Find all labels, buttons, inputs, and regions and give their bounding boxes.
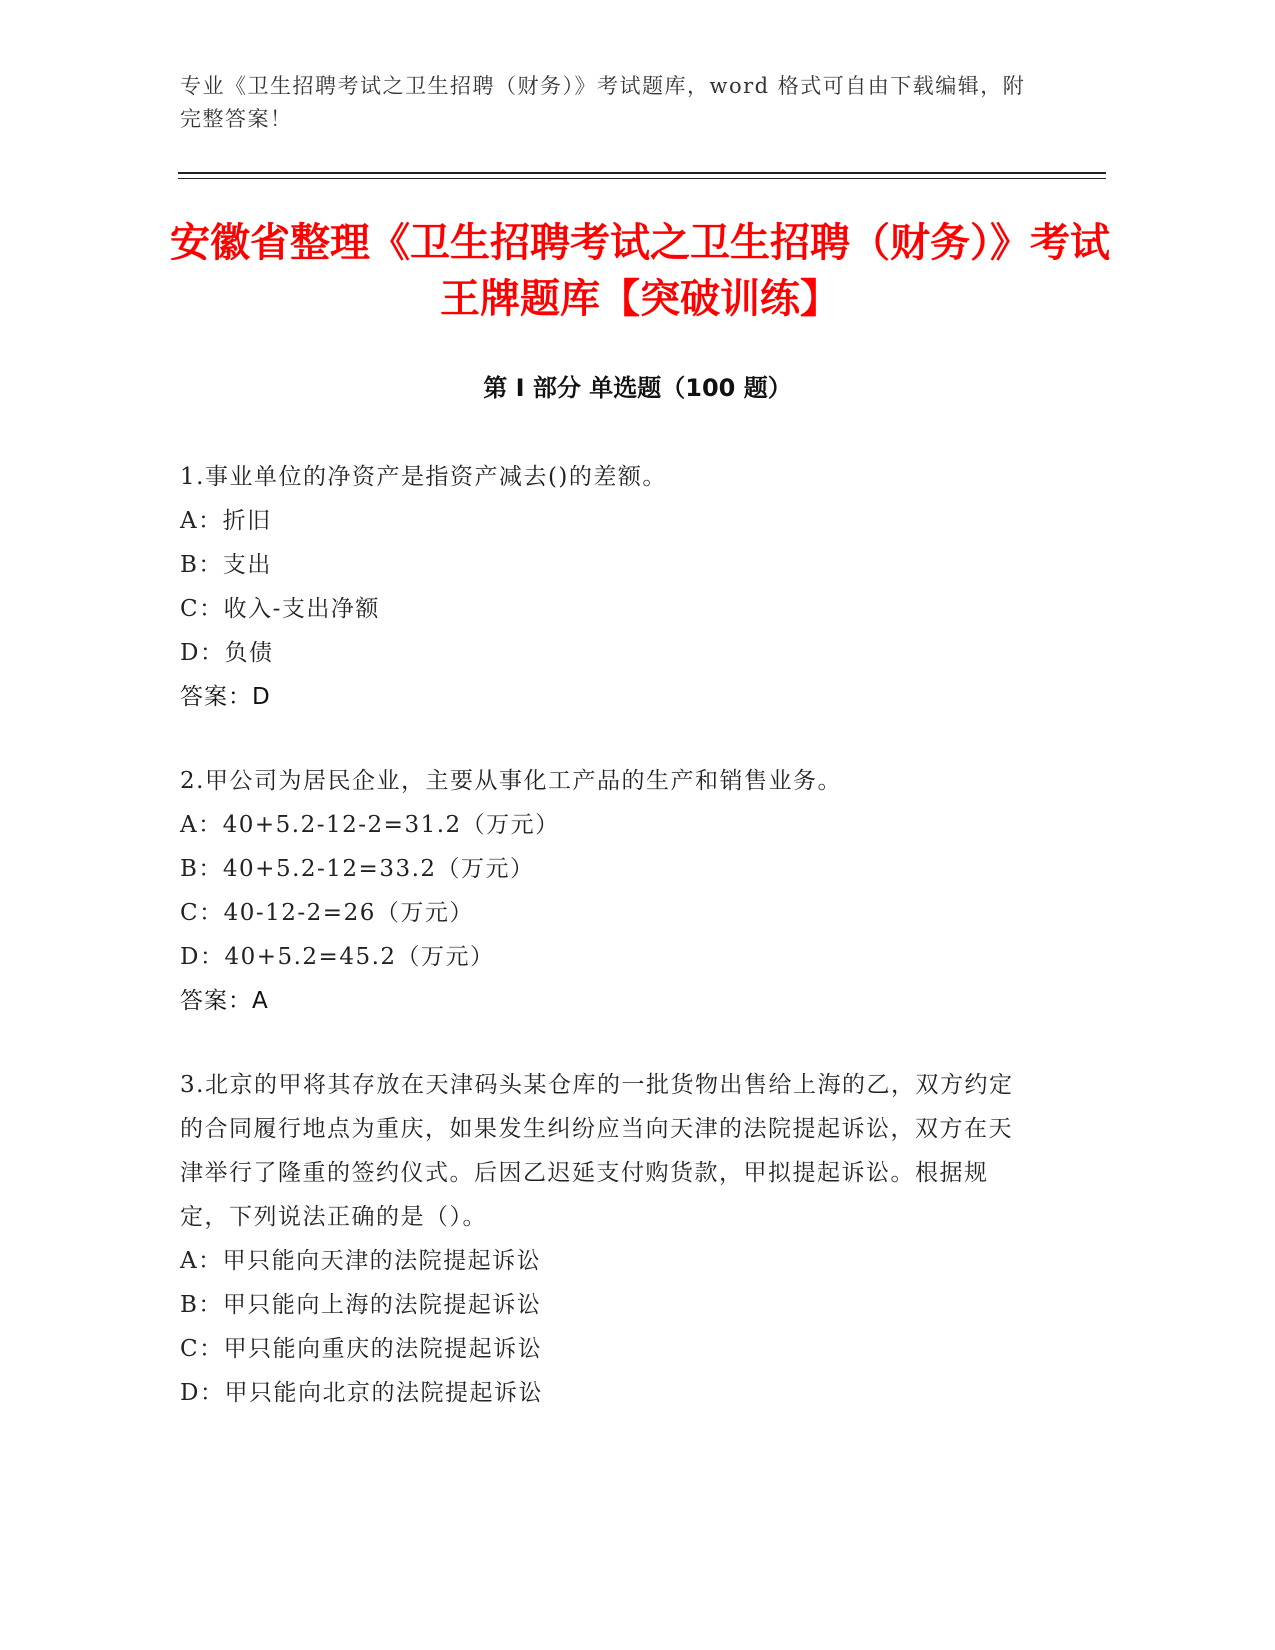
- option-a: A：40+5.2-12-2=31.2（万元）: [180, 812, 560, 838]
- document-title: 安徽省整理《卫生招聘考试之卫生招聘（财务）》考试王牌题库【突破训练】: [170, 220, 1110, 322]
- question-1: [180, 455, 1025, 719]
- question-3: [180, 1063, 1025, 1415]
- option-c: C：40-12-2=26（万元）: [180, 900, 474, 926]
- option-b: B：支出: [180, 552, 272, 578]
- question-stem: 2.甲公司为居民企业，主要从事化工产品的生产和销售业务。: [180, 768, 842, 794]
- option-d: D：负债: [180, 640, 274, 666]
- header-note: 专业《卫生招聘考试之卫生招聘（财务）》考试题库，word 格式可自由下载编辑，附完整答案！: [180, 74, 1026, 131]
- question-stem: 1.事业单位的净资产是指资产减去()的差额。: [180, 464, 667, 490]
- option-a: A：折旧: [180, 508, 272, 534]
- option-d: D：甲只能向北京的法院提起诉讼: [180, 1380, 543, 1406]
- option-d: D：40+5.2=45.2（万元）: [180, 944, 495, 970]
- answer-label: 答案：A: [180, 988, 269, 1014]
- header-divider-thick: [178, 172, 1106, 174]
- option-c: C：收入-支出净额: [180, 596, 380, 622]
- section-title: 第 I 部分 单选题（100 题）: [483, 374, 792, 402]
- header-divider-thin: [178, 178, 1106, 179]
- option-b: B：40+5.2-12=33.2（万元）: [180, 856, 535, 882]
- answer-label: 答案：D: [180, 684, 271, 710]
- question-2: [180, 759, 1025, 1023]
- question-stem: 3.北京的甲将其存放在天津码头某仓库的一批货物出售给上海的乙，双方约定的合同履行地点为重庆，如果发生纠纷应当向天津的法院提起诉讼，双方在天津举行了隆重的签约仪式。后因乙迟延支付购货款，甲拟提起诉讼。根据规定，下列说法正确的是（）。: [180, 1072, 1014, 1230]
- option-c: C：甲只能向重庆的法院提起诉讼: [180, 1336, 543, 1362]
- option-b: B：甲只能向上海的法院提起诉讼: [180, 1292, 542, 1318]
- option-a: A：甲只能向天津的法院提起诉讼: [180, 1248, 542, 1274]
